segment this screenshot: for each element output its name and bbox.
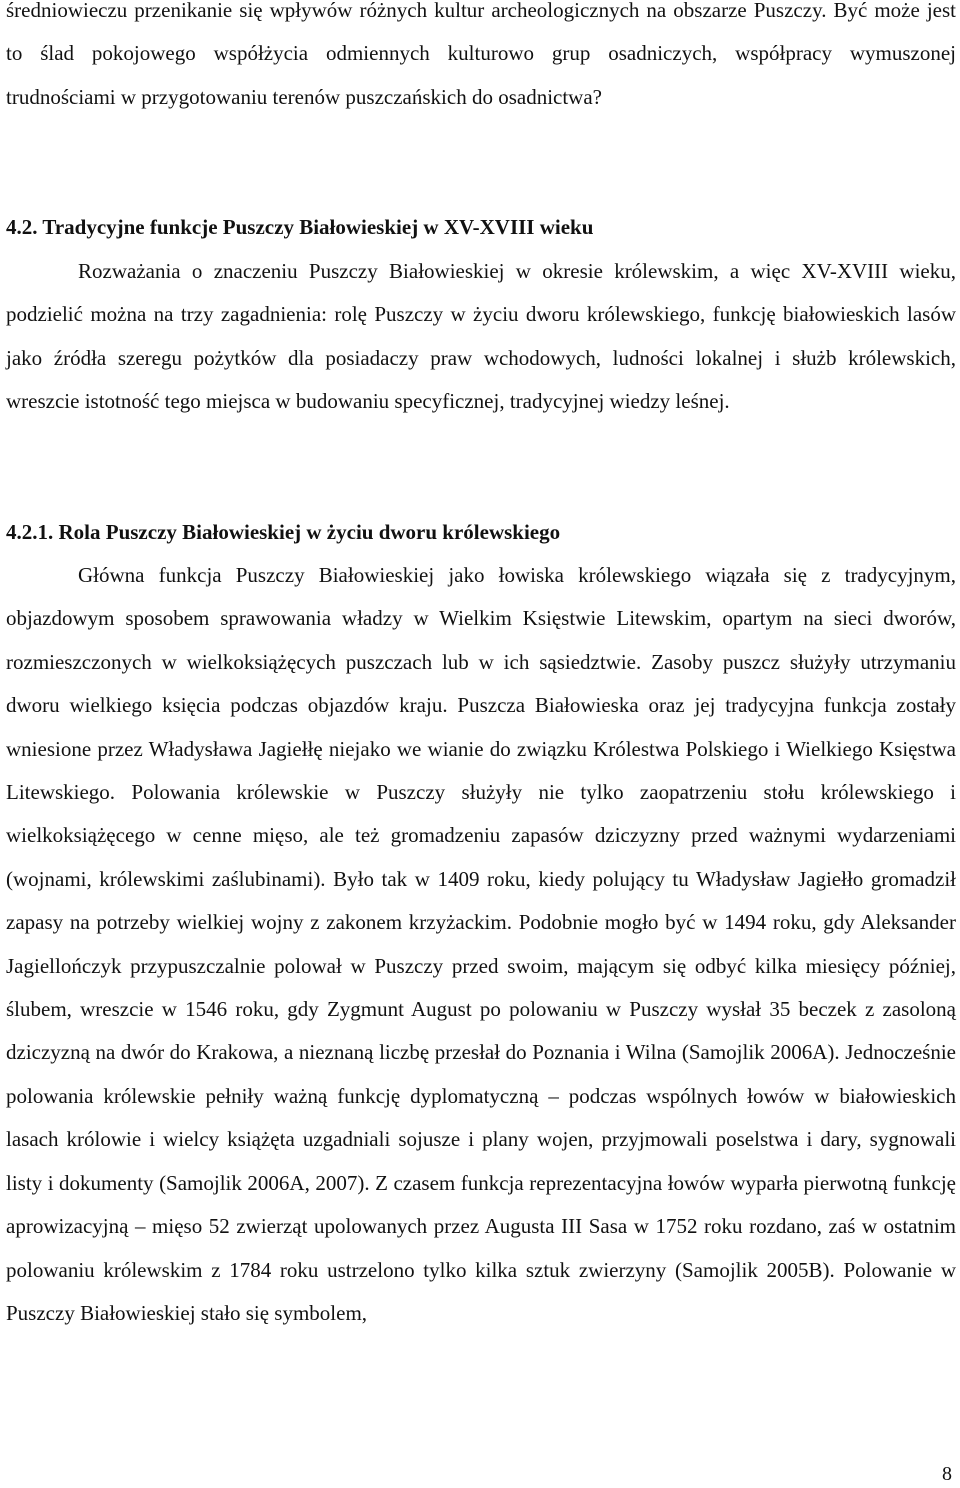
section-heading: 4.2. Tradycyjne funkcje Puszczy Białowieskiej w XV-XVIII wieku (6, 215, 594, 239)
subsection-paragraph: Główna funkcja Puszczy Białowieskiej jako łowiska królewskiego wiązała się z tradycyjnym, objazdowym sposobem sprawowania władzy w Wielkim Księstwie Litewskim, opartym na sieci dworów, rozmieszczonych w wielkoksiążęcych puszczach lub w ich sąsiedztwie. Zasoby puszcz służyły utrzymaniu dworu wielkiego księcia podczas objazdów kraju. Puszcza Białowieska oraz jej tradycyjna funkcja zostały wniesione przez Władysława Jagiełłę niejako we wianie do związku Królestwa Polskiego i Wielkiego Księstwa Litewskiego. Polowania królewskie w Puszczy służyły nie tylko zaopatrzeniu stołu królewskiego i wielkoksiążęcego w cenne mięso, ale też gromadzeniu zapasów dziczyzny przed ważnymi wydarzeniami (wojnami, królewskimi zaślubinami). Było tak w 1409 roku, kiedy polujący tu Władysław Jagiełło gromadził zapasy na potrzeby wielkiej wojny z zakonem krzyżackim. Podobnie mogło być w 1494 roku, gdy Aleksander Jagiellończyk przypuszczalnie polował w Puszczy przed swoim, mającym się odbyć kilka miesięcy później, ślubem, wreszcie w 1546 roku, gdy Zygmunt August po polowaniu w Puszczy wysłał 35 beczek z zasoloną dziczyzną na dwór do Krakowa, a nieznaną liczbę przesłał do Poznania i Wilna (Samojlik 2006A). Jednocześnie polowania królewskie pełniły ważną funkcję dyplomatyczną – podczas wspólnych łowów w białowieskich lasach królowie i wielcy książęta uzgadniali sojusze i plany wojen, przyjmowali poselstwa i dary, sygnowali listy i dokumenty (Samojlik 2006A, 2007). Z czasem funkcja reprezentacyjna łowów wyparła pierwotną funkcję aprowizacyjną – mięso 52 zwierząt upolowanych przez Augusta III Sasa w 1752 roku rozdano, zaś w ostatnim polowaniu królewskim z 1784 roku ustrzelono tylko kilka sztuk zwierzyny (Samojlik 2005B). Polowanie w Puszczy Białowieskiej stało się symbolem, (6, 563, 956, 1325)
section-paragraph: Rozważania o znaczeniu Puszczy Białowieskiej w okresie królewskim, a więc XV-XVIII wieku, podzielić można na trzy zagadnienia: rolę Puszczy w życiu dworu królewskiego, funkcję białowieskich lasów jako źródła szeregu pożytków dla posiadaczy praw wchodowych, ludności lokalnej i służb królewskich, wreszcie istotność tego miejsca w budowaniu specyficznej, tradycyjnej wiedzy leśnej. (6, 259, 956, 414)
subsection-heading: 4.2.1. Rola Puszczy Białowieskiej w życiu dworu królewskiego (6, 520, 561, 544)
page-number: 8 (942, 1463, 952, 1485)
intro-paragraph: średniowieczu przenikanie się wpływów różnych kultur archeologicznych na obszarze Puszczy. Być może jest to ślad pokojowego współżycia odmiennych kulturowo grup osadniczych, współpracy wymuszonej trudnościami w przygotowaniu terenów puszczańskich do osadnictwa? (6, 0, 956, 109)
